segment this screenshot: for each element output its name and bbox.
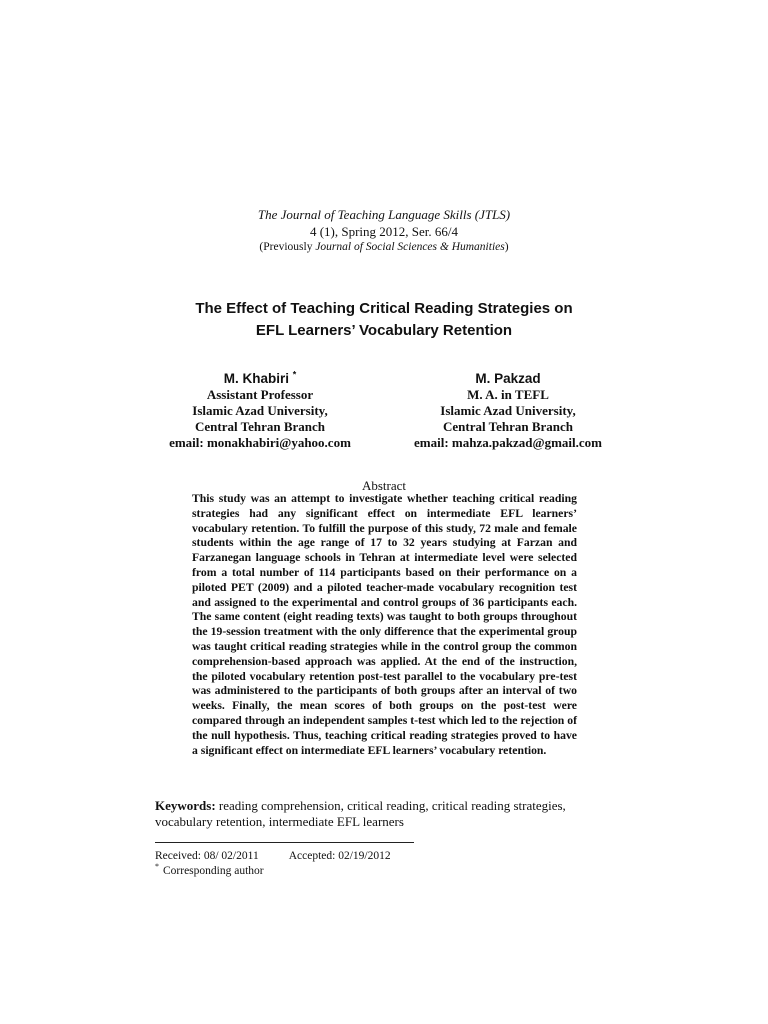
author-affiliation: Islamic Azad University,: [440, 403, 576, 418]
author-affiliation: Islamic Azad University,: [192, 403, 328, 418]
journal-previous-title: Journal of Social Sciences & Humanities: [315, 241, 505, 253]
journal-header: [0, 206, 768, 255]
journal-previous-prefix: (Previously: [259, 241, 316, 253]
keywords-label: Keywords:: [155, 798, 216, 813]
author-position: M. A. in TEFL: [467, 387, 549, 402]
received-date: Received: 08/ 02/2011: [155, 850, 259, 862]
paper-title-line-2: EFL Learners’ Vocabulary Retention: [255, 322, 513, 339]
author-branch: Central Tehran Branch: [442, 419, 573, 434]
author-name: M. Pakzad: [475, 371, 541, 386]
corresponding-note: [155, 864, 555, 879]
author-position: Assistant Professor: [206, 387, 314, 402]
keywords-text: reading comprehension, critical reading, critical reading strategies, vocabulary retention, intermediate EFL learners: [155, 798, 566, 829]
journal-name: The Journal of Teaching Language Skills (JTLS): [257, 207, 511, 222]
author-branch: Central Tehran Branch: [194, 419, 325, 434]
footnotes: [155, 849, 555, 879]
corresponding-mark: *: [292, 369, 297, 380]
author-email: email: mahza.pakzad@gmail.com: [414, 435, 602, 450]
author-name-text: M. Khabiri: [223, 371, 289, 386]
author-block-2: [408, 370, 608, 451]
keywords: [155, 798, 610, 830]
footnote-mark: *: [155, 862, 159, 872]
author-block-1: [140, 370, 380, 451]
accepted-date: Accepted: 02/19/2012: [288, 850, 391, 862]
abstract-text: This study was an attempt to investigate whether teaching critical reading strategies had any significant effect on intermediate EFL learners’ vocabulary retention. To fulfill the purpose of this study, 72 male and female students within the age range of 17 to 32 years studying at Farzan and Farzanegan language schools in Tehran at intermediate level were selected from a total number of 114 participants based on their performance on a piloted PET (2009) and a piloted teacher-made vocabulary recognition test and assigned to the experimental and control groups of 36 participants each. The same content (eight reading texts) was taught to both groups throughout the 19-session treatment with the only difference that the experimental group was taught critical reading strategies while in the control group the common comprehension-based approach was applied. At the end of the instruction, the piloted vocabulary retention post-test parallel to the vocabulary pre-test was administered to the participants of both groups after an interval of two weeks. Finally, the mean scores of both groups on the post-test were compared through an independent samples t-test which led to the rejection of the null hypothesis. Thus, teaching critical reading strategies proved to have a significant effect on intermediate EFL learners’ vocabulary retention.: [192, 492, 577, 757]
journal-previous-suffix: ): [504, 241, 509, 253]
journal-previous-name: [0, 240, 768, 255]
paper-title-line-1: The Effect of Teaching Critical Reading Strategies on: [195, 300, 573, 317]
paper-title: [0, 298, 768, 342]
abstract-heading: Abstract: [361, 478, 407, 493]
author-name: [140, 370, 380, 387]
author-email: email: monakhabiri@yahoo.com: [169, 435, 351, 450]
dates-line: [155, 849, 555, 864]
corresponding-text: Corresponding author: [163, 865, 264, 877]
footnote-divider: [155, 842, 414, 843]
journal-issue: 4 (1), Spring 2012, Ser. 66/4: [309, 224, 459, 239]
